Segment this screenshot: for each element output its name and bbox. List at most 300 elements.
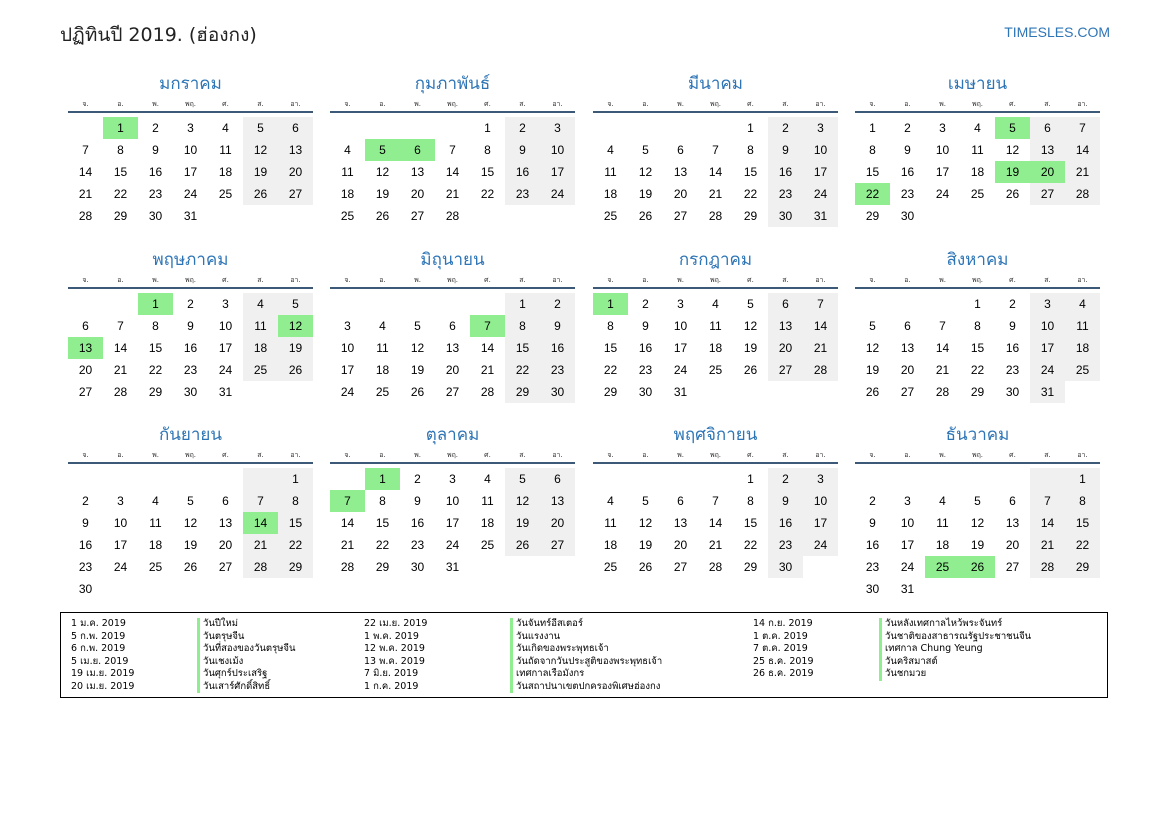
day-cell[interactable]: 8 xyxy=(278,490,313,512)
day-cell[interactable]: 20 xyxy=(673,187,688,201)
day-cell[interactable]: 10 xyxy=(1030,315,1065,337)
day-cell[interactable]: 1 xyxy=(747,121,754,135)
day-cell[interactable]: 27 xyxy=(673,209,688,223)
day-cell[interactable]: 22 xyxy=(970,363,985,377)
day-cell[interactable]: 3 xyxy=(117,494,124,508)
day-cell[interactable]: 27 xyxy=(445,385,460,399)
day-cell[interactable]: 13 xyxy=(673,165,688,179)
day-cell[interactable]: 16 xyxy=(865,538,880,552)
day-cell[interactable]: 15 xyxy=(480,165,495,179)
day-cell[interactable]: 30 xyxy=(1005,385,1020,399)
day-cell[interactable]: 3 xyxy=(939,121,946,135)
day-cell[interactable]: 19 xyxy=(970,538,985,552)
day-cell[interactable]: 27 xyxy=(218,560,233,574)
day-cell[interactable]: 9 xyxy=(642,319,649,333)
day-cell[interactable]: 29 xyxy=(148,385,163,399)
day-cell[interactable]: 16 xyxy=(505,161,540,183)
day-cell[interactable]: 4 xyxy=(712,297,719,311)
day-cell[interactable]: 5 xyxy=(414,319,421,333)
day-cell[interactable]: 26 xyxy=(183,560,198,574)
holiday-day-cell[interactable]: 1 xyxy=(103,117,138,139)
day-cell[interactable]: 10 xyxy=(673,319,688,333)
day-cell[interactable]: 2 xyxy=(82,494,89,508)
day-cell[interactable]: 31 xyxy=(445,560,460,574)
day-cell[interactable]: 26 xyxy=(243,183,278,205)
day-cell[interactable]: 27 xyxy=(1030,183,1065,205)
day-cell[interactable]: 24 xyxy=(1030,359,1065,381)
day-cell[interactable]: 16 xyxy=(638,341,653,355)
day-cell[interactable]: 20 xyxy=(78,363,93,377)
day-cell[interactable]: 22 xyxy=(505,359,540,381)
day-cell[interactable]: 19 xyxy=(638,538,653,552)
day-cell[interactable]: 26 xyxy=(638,209,653,223)
day-cell[interactable]: 11 xyxy=(1065,315,1100,337)
day-cell[interactable]: 24 xyxy=(803,183,838,205)
day-cell[interactable]: 4 xyxy=(222,121,229,135)
day-cell[interactable]: 3 xyxy=(1030,293,1065,315)
day-cell[interactable]: 6 xyxy=(1009,494,1016,508)
day-cell[interactable]: 19 xyxy=(865,363,880,377)
day-cell[interactable]: 7 xyxy=(82,143,89,157)
day-cell[interactable]: 8 xyxy=(484,143,491,157)
day-cell[interactable]: 13 xyxy=(900,341,915,355)
day-cell[interactable]: 21 xyxy=(1030,534,1065,556)
day-cell[interactable]: 6 xyxy=(449,319,456,333)
day-cell[interactable]: 2 xyxy=(540,293,575,315)
day-cell[interactable]: 17 xyxy=(540,161,575,183)
day-cell[interactable]: 19 xyxy=(638,187,653,201)
day-cell[interactable]: 8 xyxy=(152,319,159,333)
day-cell[interactable]: 19 xyxy=(375,187,390,201)
day-cell[interactable]: 19 xyxy=(743,341,758,355)
day-cell[interactable]: 21 xyxy=(803,337,838,359)
day-cell[interactable]: 19 xyxy=(505,512,540,534)
day-cell[interactable]: 10 xyxy=(113,516,128,530)
day-cell[interactable]: 28 xyxy=(113,385,128,399)
day-cell[interactable]: 22 xyxy=(278,534,313,556)
day-cell[interactable]: 1 xyxy=(278,468,313,490)
day-cell[interactable]: 13 xyxy=(1005,516,1020,530)
day-cell[interactable]: 14 xyxy=(708,165,723,179)
day-cell[interactable]: 29 xyxy=(1065,556,1100,578)
day-cell[interactable]: 24 xyxy=(218,363,233,377)
day-cell[interactable]: 3 xyxy=(187,121,194,135)
day-cell[interactable]: 14 xyxy=(935,341,950,355)
day-cell[interactable]: 4 xyxy=(484,472,491,486)
day-cell[interactable]: 29 xyxy=(603,385,618,399)
day-cell[interactable]: 11 xyxy=(936,516,949,530)
day-cell[interactable]: 12 xyxy=(865,341,880,355)
day-cell[interactable]: 29 xyxy=(743,209,758,223)
day-cell[interactable]: 14 xyxy=(708,516,723,530)
day-cell[interactable]: 24 xyxy=(445,538,460,552)
day-cell[interactable]: 29 xyxy=(505,381,540,403)
day-cell[interactable]: 26 xyxy=(278,359,313,381)
holiday-day-cell[interactable]: 19 xyxy=(995,161,1030,183)
day-cell[interactable]: 20 xyxy=(218,538,233,552)
day-cell[interactable]: 25 xyxy=(218,187,233,201)
day-cell[interactable]: 16 xyxy=(1005,341,1020,355)
day-cell[interactable]: 15 xyxy=(970,341,985,355)
day-cell[interactable]: 28 xyxy=(935,385,950,399)
day-cell[interactable]: 22 xyxy=(1065,534,1100,556)
day-cell[interactable]: 5 xyxy=(187,494,194,508)
day-cell[interactable]: 28 xyxy=(243,556,278,578)
day-cell[interactable]: 14 xyxy=(445,165,460,179)
day-cell[interactable]: 5 xyxy=(243,117,278,139)
day-cell[interactable]: 13 xyxy=(410,165,425,179)
day-cell[interactable]: 22 xyxy=(148,363,163,377)
day-cell[interactable]: 27 xyxy=(540,534,575,556)
day-cell[interactable]: 18 xyxy=(148,538,163,552)
day-cell[interactable]: 19 xyxy=(410,363,425,377)
day-cell[interactable]: 30 xyxy=(78,582,93,596)
day-cell[interactable]: 3 xyxy=(803,117,838,139)
day-cell[interactable]: 28 xyxy=(708,560,723,574)
day-cell[interactable]: 6 xyxy=(904,319,911,333)
day-cell[interactable]: 27 xyxy=(278,183,313,205)
day-cell[interactable]: 8 xyxy=(607,319,614,333)
day-cell[interactable]: 30 xyxy=(148,209,163,223)
day-cell[interactable]: 3 xyxy=(904,494,911,508)
day-cell[interactable]: 13 xyxy=(768,315,803,337)
day-cell[interactable]: 8 xyxy=(974,319,981,333)
day-cell[interactable]: 19 xyxy=(243,161,278,183)
day-cell[interactable]: 14 xyxy=(480,341,495,355)
day-cell[interactable]: 18 xyxy=(218,165,233,179)
day-cell[interactable]: 5 xyxy=(278,293,313,315)
day-cell[interactable]: 4 xyxy=(607,494,614,508)
day-cell[interactable]: 22 xyxy=(375,538,390,552)
day-cell[interactable]: 25 xyxy=(340,209,355,223)
day-cell[interactable]: 30 xyxy=(768,205,803,227)
day-cell[interactable]: 22 xyxy=(603,363,618,377)
day-cell[interactable]: 24 xyxy=(803,534,838,556)
day-cell[interactable]: 25 xyxy=(375,385,390,399)
day-cell[interactable]: 12 xyxy=(410,341,425,355)
day-cell[interactable]: 31 xyxy=(183,209,198,223)
day-cell[interactable]: 9 xyxy=(152,143,159,157)
day-cell[interactable]: 18 xyxy=(935,538,950,552)
day-cell[interactable]: 23 xyxy=(148,187,163,201)
day-cell[interactable]: 6 xyxy=(677,494,684,508)
day-cell[interactable]: 3 xyxy=(449,472,456,486)
day-cell[interactable]: 28 xyxy=(480,385,495,399)
day-cell[interactable]: 24 xyxy=(113,560,128,574)
day-cell[interactable]: 20 xyxy=(1005,538,1020,552)
day-cell[interactable]: 28 xyxy=(340,560,355,574)
day-cell[interactable]: 25 xyxy=(708,363,723,377)
day-cell[interactable]: 29 xyxy=(113,209,128,223)
day-cell[interactable]: 5 xyxy=(747,297,754,311)
day-cell[interactable]: 15 xyxy=(278,512,313,534)
day-cell[interactable]: 21 xyxy=(340,538,355,552)
day-cell[interactable]: 4 xyxy=(939,494,946,508)
day-cell[interactable]: 11 xyxy=(341,165,354,179)
day-cell[interactable]: 7 xyxy=(939,319,946,333)
day-cell[interactable]: 23 xyxy=(410,538,425,552)
day-cell[interactable]: 12 xyxy=(970,516,985,530)
day-cell[interactable]: 13 xyxy=(445,341,460,355)
day-cell[interactable]: 22 xyxy=(113,187,128,201)
day-cell[interactable]: 12 xyxy=(638,165,653,179)
day-cell[interactable]: 8 xyxy=(747,494,754,508)
day-cell[interactable]: 5 xyxy=(974,494,981,508)
day-cell[interactable]: 21 xyxy=(708,187,723,201)
day-cell[interactable]: 21 xyxy=(1065,161,1100,183)
holiday-day-cell[interactable]: 25 xyxy=(925,556,960,578)
day-cell[interactable]: 9 xyxy=(768,490,803,512)
day-cell[interactable]: 9 xyxy=(414,494,421,508)
day-cell[interactable]: 26 xyxy=(1005,187,1020,201)
day-cell[interactable]: 1 xyxy=(974,297,981,311)
day-cell[interactable]: 17 xyxy=(1030,337,1065,359)
day-cell[interactable]: 21 xyxy=(708,538,723,552)
brand-link[interactable]: TIMESLES.COM xyxy=(1004,24,1110,40)
day-cell[interactable]: 30 xyxy=(900,209,915,223)
day-cell[interactable]: 1 xyxy=(484,121,491,135)
day-cell[interactable]: 3 xyxy=(344,319,351,333)
day-cell[interactable]: 8 xyxy=(379,494,386,508)
day-cell[interactable]: 2 xyxy=(768,117,803,139)
day-cell[interactable]: 15 xyxy=(743,516,758,530)
day-cell[interactable]: 7 xyxy=(117,319,124,333)
holiday-day-cell[interactable]: 22 xyxy=(855,183,890,205)
day-cell[interactable]: 15 xyxy=(1065,512,1100,534)
day-cell[interactable]: 15 xyxy=(375,516,390,530)
day-cell[interactable]: 4 xyxy=(243,293,278,315)
day-cell[interactable]: 2 xyxy=(768,468,803,490)
day-cell[interactable]: 6 xyxy=(677,143,684,157)
holiday-day-cell[interactable]: 1 xyxy=(365,468,400,490)
day-cell[interactable]: 18 xyxy=(340,187,355,201)
day-cell[interactable]: 2 xyxy=(152,121,159,135)
day-cell[interactable]: 25 xyxy=(148,560,163,574)
day-cell[interactable]: 26 xyxy=(505,534,540,556)
day-cell[interactable]: 12 xyxy=(243,139,278,161)
day-cell[interactable]: 2 xyxy=(869,494,876,508)
day-cell[interactable]: 25 xyxy=(970,187,985,201)
day-cell[interactable]: 16 xyxy=(768,512,803,534)
day-cell[interactable]: 17 xyxy=(803,161,838,183)
day-cell[interactable]: 17 xyxy=(803,512,838,534)
day-cell[interactable]: 20 xyxy=(445,363,460,377)
day-cell[interactable]: 24 xyxy=(900,560,915,574)
day-cell[interactable]: 9 xyxy=(187,319,194,333)
day-cell[interactable]: 25 xyxy=(243,359,278,381)
day-cell[interactable]: 23 xyxy=(1005,363,1020,377)
day-cell[interactable]: 29 xyxy=(743,560,758,574)
day-cell[interactable]: 28 xyxy=(445,209,460,223)
day-cell[interactable]: 8 xyxy=(1065,490,1100,512)
day-cell[interactable]: 11 xyxy=(604,165,617,179)
day-cell[interactable]: 24 xyxy=(340,385,355,399)
day-cell[interactable]: 8 xyxy=(117,143,124,157)
day-cell[interactable]: 25 xyxy=(603,209,618,223)
day-cell[interactable]: 18 xyxy=(970,165,985,179)
day-cell[interactable]: 18 xyxy=(480,516,495,530)
day-cell[interactable]: 16 xyxy=(78,538,93,552)
day-cell[interactable]: 11 xyxy=(243,315,278,337)
day-cell[interactable]: 20 xyxy=(410,187,425,201)
day-cell[interactable]: 23 xyxy=(540,359,575,381)
day-cell[interactable]: 10 xyxy=(935,143,950,157)
holiday-day-cell[interactable]: 7 xyxy=(470,315,505,337)
day-cell[interactable]: 8 xyxy=(869,143,876,157)
day-cell[interactable]: 1 xyxy=(505,293,540,315)
day-cell[interactable]: 15 xyxy=(603,341,618,355)
holiday-day-cell[interactable]: 7 xyxy=(330,490,365,512)
day-cell[interactable]: 30 xyxy=(540,381,575,403)
day-cell[interactable]: 2 xyxy=(1009,297,1016,311)
day-cell[interactable]: 30 xyxy=(638,385,653,399)
day-cell[interactable]: 20 xyxy=(768,337,803,359)
day-cell[interactable]: 1 xyxy=(869,121,876,135)
day-cell[interactable]: 16 xyxy=(540,337,575,359)
day-cell[interactable]: 17 xyxy=(445,516,460,530)
day-cell[interactable]: 9 xyxy=(540,315,575,337)
day-cell[interactable]: 1 xyxy=(1065,468,1100,490)
day-cell[interactable]: 31 xyxy=(900,582,915,596)
day-cell[interactable]: 12 xyxy=(375,165,390,179)
day-cell[interactable]: 7 xyxy=(449,143,456,157)
day-cell[interactable]: 7 xyxy=(1030,490,1065,512)
day-cell[interactable]: 26 xyxy=(410,385,425,399)
day-cell[interactable]: 21 xyxy=(243,534,278,556)
day-cell[interactable]: 27 xyxy=(900,385,915,399)
day-cell[interactable]: 7 xyxy=(1065,117,1100,139)
day-cell[interactable]: 20 xyxy=(540,512,575,534)
day-cell[interactable]: 14 xyxy=(340,516,355,530)
day-cell[interactable]: 11 xyxy=(604,516,617,530)
day-cell[interactable]: 29 xyxy=(278,556,313,578)
holiday-day-cell[interactable]: 20 xyxy=(1030,161,1065,183)
day-cell[interactable]: 24 xyxy=(540,183,575,205)
day-cell[interactable]: 31 xyxy=(1030,381,1065,403)
day-cell[interactable]: 6 xyxy=(1030,117,1065,139)
day-cell[interactable]: 17 xyxy=(900,538,915,552)
day-cell[interactable]: 18 xyxy=(375,363,390,377)
holiday-day-cell[interactable]: 1 xyxy=(138,293,173,315)
day-cell[interactable]: 28 xyxy=(803,359,838,381)
day-cell[interactable]: 23 xyxy=(505,183,540,205)
day-cell[interactable]: 9 xyxy=(904,143,911,157)
day-cell[interactable]: 17 xyxy=(935,165,950,179)
holiday-day-cell[interactable]: 5 xyxy=(995,117,1030,139)
day-cell[interactable]: 6 xyxy=(278,117,313,139)
day-cell[interactable]: 11 xyxy=(219,143,232,157)
day-cell[interactable]: 11 xyxy=(709,319,722,333)
day-cell[interactable]: 10 xyxy=(900,516,915,530)
holiday-day-cell[interactable]: 12 xyxy=(278,315,313,337)
day-cell[interactable]: 11 xyxy=(481,494,494,508)
day-cell[interactable]: 25 xyxy=(1065,359,1100,381)
day-cell[interactable]: 24 xyxy=(935,187,950,201)
day-cell[interactable]: 12 xyxy=(505,490,540,512)
day-cell[interactable]: 20 xyxy=(673,538,688,552)
day-cell[interactable]: 10 xyxy=(540,139,575,161)
day-cell[interactable]: 20 xyxy=(900,363,915,377)
day-cell[interactable]: 27 xyxy=(78,385,93,399)
day-cell[interactable]: 16 xyxy=(183,341,198,355)
day-cell[interactable]: 26 xyxy=(638,560,653,574)
day-cell[interactable]: 10 xyxy=(340,341,355,355)
day-cell[interactable]: 4 xyxy=(152,494,159,508)
day-cell[interactable]: 23 xyxy=(900,187,915,201)
holiday-day-cell[interactable]: 5 xyxy=(365,139,400,161)
holiday-day-cell[interactable]: 13 xyxy=(68,337,103,359)
day-cell[interactable]: 27 xyxy=(1005,560,1020,574)
day-cell[interactable]: 7 xyxy=(243,490,278,512)
day-cell[interactable]: 19 xyxy=(278,337,313,359)
day-cell[interactable]: 9 xyxy=(869,516,876,530)
day-cell[interactable]: 13 xyxy=(540,490,575,512)
day-cell[interactable]: 5 xyxy=(642,143,649,157)
day-cell[interactable]: 26 xyxy=(743,363,758,377)
day-cell[interactable]: 3 xyxy=(540,117,575,139)
day-cell[interactable]: 25 xyxy=(603,560,618,574)
day-cell[interactable]: 26 xyxy=(865,385,880,399)
day-cell[interactable]: 14 xyxy=(113,341,128,355)
day-cell[interactable]: 4 xyxy=(974,121,981,135)
day-cell[interactable]: 3 xyxy=(222,297,229,311)
day-cell[interactable]: 2 xyxy=(187,297,194,311)
day-cell[interactable]: 9 xyxy=(505,139,540,161)
day-cell[interactable]: 21 xyxy=(935,363,950,377)
day-cell[interactable]: 3 xyxy=(803,468,838,490)
day-cell[interactable]: 3 xyxy=(677,297,684,311)
day-cell[interactable]: 8 xyxy=(747,143,754,157)
day-cell[interactable]: 12 xyxy=(1005,143,1020,157)
day-cell[interactable]: 11 xyxy=(149,516,162,530)
holiday-day-cell[interactable]: 14 xyxy=(243,512,278,534)
day-cell[interactable]: 20 xyxy=(278,161,313,183)
day-cell[interactable]: 16 xyxy=(900,165,915,179)
day-cell[interactable]: 7 xyxy=(712,143,719,157)
day-cell[interactable]: 14 xyxy=(78,165,93,179)
day-cell[interactable]: 18 xyxy=(603,538,618,552)
day-cell[interactable]: 15 xyxy=(743,165,758,179)
day-cell[interactable]: 7 xyxy=(803,293,838,315)
day-cell[interactable]: 28 xyxy=(1065,183,1100,205)
day-cell[interactable]: 30 xyxy=(865,582,880,596)
day-cell[interactable]: 2 xyxy=(904,121,911,135)
day-cell[interactable]: 23 xyxy=(183,363,198,377)
day-cell[interactable]: 16 xyxy=(148,165,163,179)
day-cell[interactable]: 22 xyxy=(743,187,758,201)
day-cell[interactable]: 10 xyxy=(445,494,460,508)
day-cell[interactable]: 23 xyxy=(865,560,880,574)
day-cell[interactable]: 31 xyxy=(218,385,233,399)
day-cell[interactable]: 6 xyxy=(540,468,575,490)
day-cell[interactable]: 24 xyxy=(673,363,688,377)
day-cell[interactable]: 12 xyxy=(743,319,758,333)
day-cell[interactable]: 27 xyxy=(768,359,803,381)
day-cell[interactable]: 15 xyxy=(505,337,540,359)
day-cell[interactable]: 10 xyxy=(183,143,198,157)
day-cell[interactable]: 21 xyxy=(480,363,495,377)
day-cell[interactable]: 6 xyxy=(768,293,803,315)
day-cell[interactable]: 17 xyxy=(340,363,355,377)
day-cell[interactable]: 6 xyxy=(82,319,89,333)
day-cell[interactable]: 2 xyxy=(414,472,421,486)
day-cell[interactable]: 23 xyxy=(78,560,93,574)
day-cell[interactable]: 21 xyxy=(445,187,460,201)
day-cell[interactable]: 10 xyxy=(803,139,838,161)
day-cell[interactable]: 18 xyxy=(243,337,278,359)
day-cell[interactable]: 16 xyxy=(768,161,803,183)
day-cell[interactable]: 26 xyxy=(375,209,390,223)
